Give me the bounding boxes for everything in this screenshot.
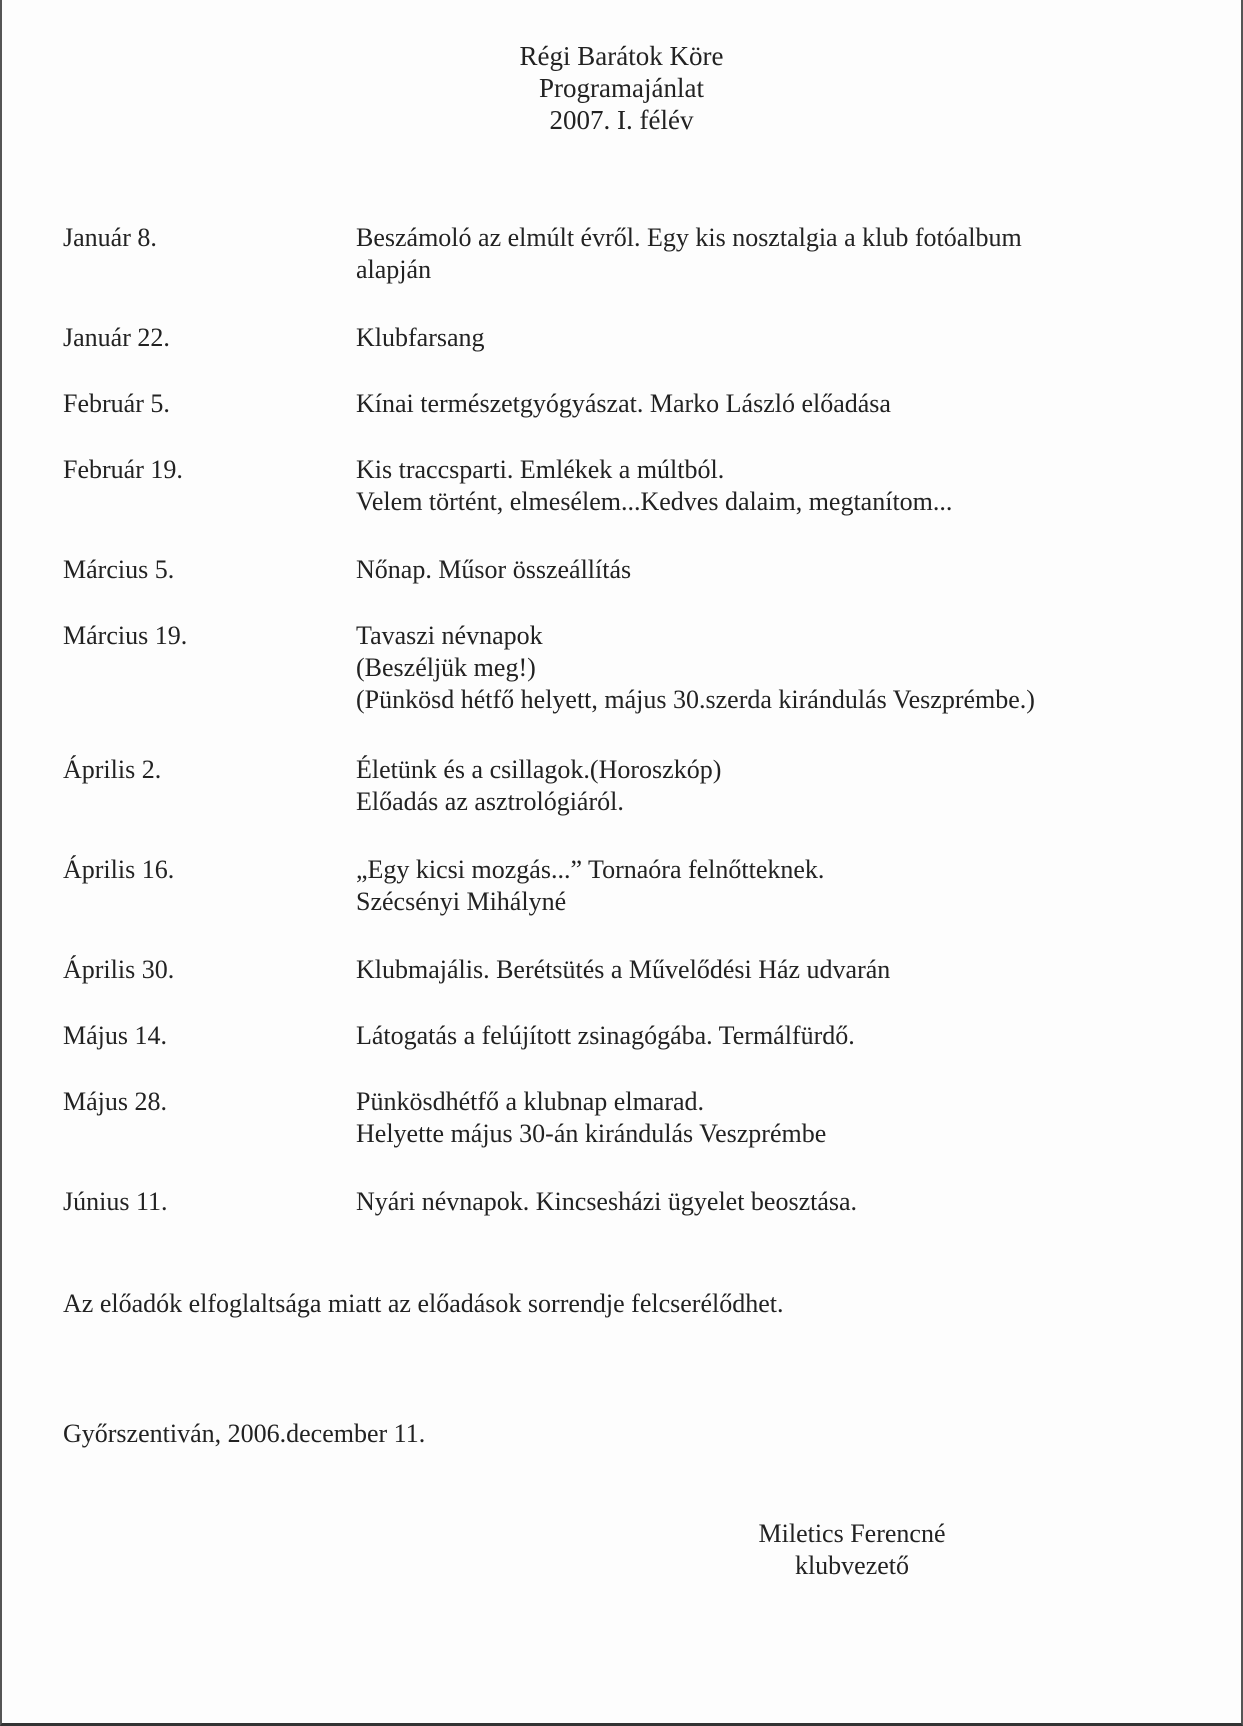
- event-date: Május 28.: [63, 1087, 167, 1116]
- event-description: [356, 1020, 1213, 1052]
- event-date: Február 19.: [63, 455, 183, 484]
- event-date: Január 22.: [63, 323, 170, 352]
- event-date: Május 14.: [63, 1021, 167, 1050]
- event-line: alapján: [356, 255, 432, 284]
- event-description: [356, 222, 1213, 286]
- schedule-row: [63, 322, 1213, 354]
- event-description: [356, 954, 1213, 986]
- event-line: Látogatás a felújított zsinagógába. Termálfürdő.: [356, 1021, 855, 1050]
- schedule-row: [63, 954, 1213, 986]
- event-date: Január 8.: [63, 223, 157, 252]
- signatory-name: Miletics Ferencné: [758, 1519, 946, 1548]
- schedule-row: [63, 1086, 1213, 1150]
- event-line: (Beszéljük meg!): [356, 653, 536, 682]
- event-line: Kis traccsparti. Emlékek a múltból.: [356, 455, 725, 484]
- club-title: Régi Barátok Köre: [519, 41, 724, 71]
- event-line: Nőnap. Műsor összeállítás: [356, 555, 632, 584]
- schedule-row: [63, 1186, 1213, 1218]
- event-line: Klubfarsang: [356, 323, 485, 352]
- event-date: Március 19.: [63, 621, 188, 650]
- event-date: Június 11.: [63, 1187, 168, 1216]
- event-description: [356, 754, 1213, 818]
- schedule-row: [63, 388, 1213, 420]
- event-date: Február 5.: [63, 389, 170, 418]
- schedule-row: [63, 222, 1213, 286]
- signatory-role: klubvezető: [794, 1551, 910, 1580]
- period-label: 2007. I. félév: [549, 105, 694, 135]
- event-line: Kínai természetgyógyászat. Marko László előadása: [356, 389, 891, 418]
- event-line: Nyári névnapok. Kincsesházi ügyelet beosztása.: [356, 1187, 858, 1216]
- event-description: [356, 1186, 1213, 1218]
- event-description: [356, 620, 1213, 716]
- event-date: Március 5.: [63, 555, 175, 584]
- event-line: Pünkösdhétfő a klubnap elmarad.: [356, 1087, 705, 1116]
- document-header: [2, 40, 1241, 136]
- schedule-row: [63, 1020, 1213, 1052]
- event-line: Életünk és a csillagok.(Horoszkóp): [356, 755, 722, 784]
- event-description: [356, 388, 1213, 420]
- schedule-change-note: Az előadók elfoglaltsága miatt az előadások sorrendje felcserélődhet.: [63, 1289, 784, 1318]
- event-line: „Egy kicsi mozgás...” Tornaóra felnőtteknek.: [356, 855, 825, 884]
- event-description: [356, 322, 1213, 354]
- schedule-row: [63, 754, 1213, 818]
- schedule-row: [63, 454, 1213, 518]
- event-description: [356, 854, 1213, 918]
- schedule-row: [63, 854, 1213, 918]
- event-line: Helyette május 30-án kirándulás Veszprémbe: [356, 1119, 827, 1148]
- event-line: Tavaszi névnapok: [356, 621, 543, 650]
- event-line: Velem történt, elmesélem...Kedves dalaim, megtanítom...: [356, 487, 953, 516]
- event-line: (Pünkösd hétfő helyett, május 30.szerda kirándulás Veszprémbe.): [356, 685, 1035, 714]
- event-line: Előadás az asztrológiáról.: [356, 787, 624, 816]
- event-line: Klubmajális. Berétsütés a Művelődési Ház udvarán: [356, 955, 891, 984]
- signature-block: [702, 1518, 1002, 1582]
- event-date: Április 2.: [63, 755, 162, 784]
- event-description: [356, 454, 1213, 518]
- place-and-date: Győrszentiván, 2006.december 11.: [63, 1419, 426, 1448]
- event-line: Szécsényi Mihályné: [356, 887, 567, 916]
- document-subtitle: Programajánlat: [539, 73, 704, 103]
- event-date: Április 30.: [63, 955, 175, 984]
- schedule-row: [63, 620, 1213, 716]
- event-description: [356, 1086, 1213, 1150]
- schedule-row: [63, 554, 1213, 586]
- event-line: Beszámoló az elmúlt évről. Egy kis nosztalgia a klub fotóalbum: [356, 223, 1022, 252]
- event-description: [356, 554, 1213, 586]
- event-date: Április 16.: [63, 855, 175, 884]
